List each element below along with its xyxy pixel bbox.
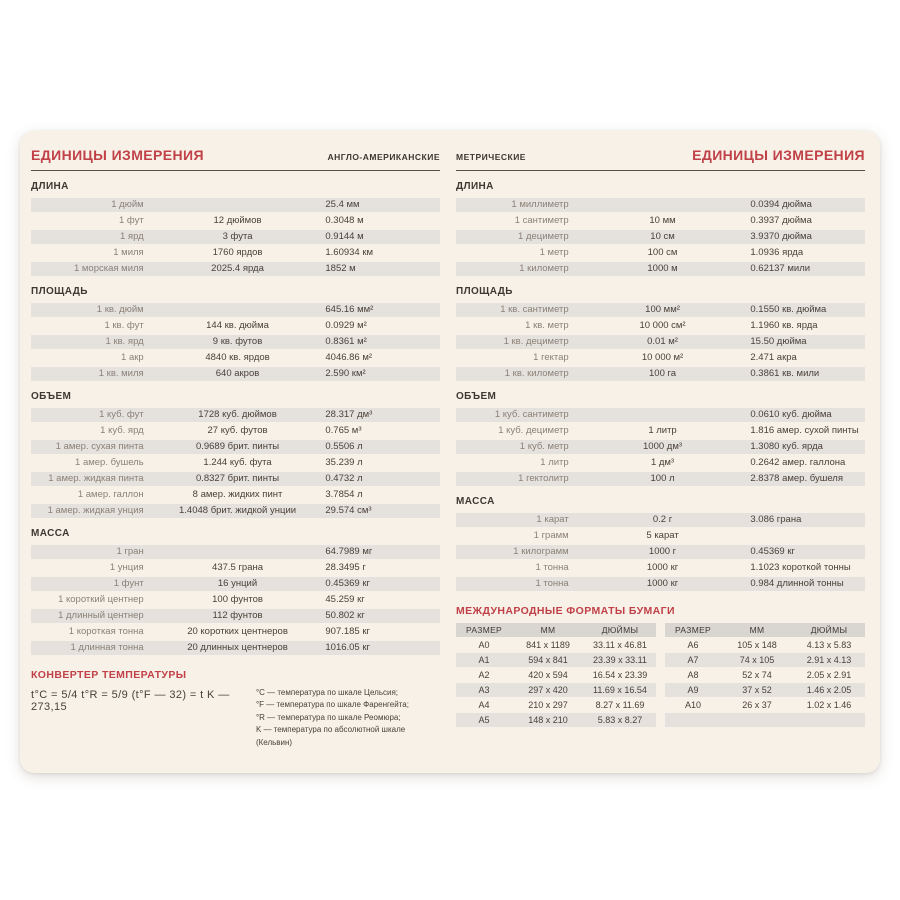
converted-value: 3.086 грана (750, 514, 802, 525)
legend-item: K — температура по абсолютной шкале (Кельвин) (255, 725, 406, 747)
paper-size-mm: 37 x 52 (742, 685, 772, 695)
paper-column-header: ММ (749, 625, 765, 635)
conversion-row (456, 456, 865, 470)
conversion-row (31, 577, 440, 591)
paper-size-row (665, 713, 865, 727)
unit-name: 1 гектар (533, 352, 569, 363)
unit-name: 1 километр (519, 263, 569, 274)
unit-name: 1 миля (113, 247, 144, 258)
converted-value: 1016.05 кг (325, 642, 370, 653)
unit-name: 1 карат (536, 514, 569, 525)
unit-name: 1 кв. фут (104, 320, 144, 331)
unit-name: 1 короткий центнер (58, 594, 144, 605)
conversion-row (456, 424, 865, 438)
conversion-row (31, 545, 440, 559)
converted-value: 25.4 мм (325, 199, 360, 210)
converted-value: 15.50 дюйма (750, 336, 807, 347)
conversion-row (31, 641, 440, 655)
equivalent-value: 2025.4 ярда (211, 263, 264, 274)
paper-size-row (456, 653, 656, 667)
equivalent-value: 10 000 м² (641, 352, 684, 363)
unit-name: 1 гран (116, 546, 144, 557)
paper-size-row (665, 638, 865, 652)
unit-name: 1 куб. сантиметр (494, 409, 569, 420)
converted-value: 1.1023 короткой тонны (750, 562, 851, 573)
conversion-row (31, 230, 440, 244)
unit-name: 1 короткая тонна (68, 626, 144, 637)
section-heading: МАССА (456, 496, 495, 507)
unit-name: 1 кв. дюйм (96, 304, 144, 315)
left-unit-sections (31, 181, 440, 655)
unit-name: 1 гектолитр (518, 473, 569, 484)
section-heading: ПЛОЩАДЬ (31, 286, 88, 297)
section-heading: ОБЪЕМ (456, 391, 497, 402)
unit-name: 1 миллиметр (511, 199, 569, 210)
conversion-row (31, 367, 440, 381)
right-unit-sections (456, 181, 865, 591)
page-title: ЕДИНИЦЫ ИЗМЕРЕНИЯ (692, 147, 865, 163)
paper-size-name: A8 (687, 670, 699, 680)
temperature-formula: t°C = 5/4 t°R = 5/9 (t°F — 32) = t K — 273,15 (31, 689, 230, 713)
legend-item: °C — температура по шкале Цельсия; (255, 688, 399, 697)
paper-table-a6-a10 (665, 623, 865, 728)
converted-value: 45.259 кг (325, 594, 365, 605)
equivalent-value: 10 мм (649, 215, 676, 226)
equivalent-value: 4840 кв. ярдов (205, 352, 270, 363)
paper-size-inches: 11.69 x 16.54 (593, 685, 647, 695)
paper-size-mm: 52 x 74 (742, 670, 772, 680)
conversion-row (31, 198, 440, 212)
equivalent-value: 437.5 грана (212, 562, 264, 573)
unit-name: 1 литр (540, 457, 569, 468)
measure-section (456, 496, 865, 591)
conversion-row (31, 262, 440, 276)
paper-size-name: A10 (684, 700, 701, 710)
unit-name: 1 амер. бушель (75, 457, 144, 468)
paper-size-mm: 420 x 594 (528, 670, 568, 680)
paper-size-inches: 8.27 x 11.69 (595, 700, 645, 710)
paper-size-mm: 297 x 420 (528, 685, 568, 695)
unit-name: 1 кв. метр (525, 320, 569, 331)
right-page-header (456, 147, 865, 171)
legend-item: °R — температура по шкале Реомюра; (255, 712, 401, 722)
converted-value: 0.3937 дюйма (750, 215, 812, 226)
equivalent-value: 1000 м (647, 263, 678, 274)
reference-spread (20, 131, 880, 773)
paper-size-inches: 5.83 x 8.27 (597, 715, 643, 725)
unit-name: 1 амер. галлон (77, 489, 144, 500)
unit-name: 1 кв. ярд (105, 336, 144, 347)
converted-value: 3.7854 л (325, 489, 363, 500)
legend-item: °F — температура по шкале Фаренгейта; (255, 700, 409, 710)
paper-size-name: A0 (478, 640, 490, 650)
unit-name: 1 сантиметр (514, 215, 569, 226)
page-title: ЕДИНИЦЫ ИЗМЕРЕНИЯ (31, 147, 204, 163)
conversion-row (31, 335, 440, 349)
paper-size-row (456, 668, 656, 682)
equivalent-value: 10 000 см² (639, 320, 686, 331)
equivalent-value: 1728 куб. дюймов (198, 409, 277, 420)
section-heading: ПЛОЩАДЬ (456, 286, 513, 297)
equivalent-value: 20 коротких центнеров (187, 626, 288, 637)
equivalent-value: 1 литр (648, 425, 677, 436)
paper-size-row (456, 713, 656, 727)
paper-size-row (665, 653, 865, 667)
conversion-row (456, 472, 865, 486)
conversion-row (31, 504, 440, 518)
section-heading: ДЛИНА (31, 181, 69, 192)
conversion-row (31, 561, 440, 575)
converted-value: 0.984 длинной тонны (750, 578, 844, 589)
equivalent-value: 20 длинных центнеров (187, 642, 288, 653)
conversion-row (31, 408, 440, 422)
converted-value: 0.8361 м² (325, 336, 367, 347)
converted-value: 0.4732 л (325, 473, 363, 484)
equivalent-value: 100 см (647, 247, 678, 258)
conversion-row (456, 319, 865, 333)
equivalent-value: 0.8327 брит. пинты (195, 473, 280, 484)
converted-value: 35.239 л (325, 457, 363, 468)
equivalent-value: 100 мм² (645, 304, 680, 315)
measure-section (456, 181, 865, 276)
paper-size-name: A7 (687, 655, 699, 665)
equivalent-value: 10 см (650, 231, 675, 242)
unit-name: 1 куб. метр (519, 441, 569, 452)
paper-table-a0-a5 (456, 623, 656, 728)
equivalent-value: 3 фута (222, 231, 253, 242)
paper-size-inches: 1.02 x 1.46 (806, 700, 852, 710)
paper-column-header: РАЗМЕР (674, 625, 712, 635)
paper-size-mm: 841 x 1189 (526, 640, 570, 650)
conversion-row (456, 529, 865, 543)
conversion-row (456, 230, 865, 244)
conversion-row (31, 456, 440, 470)
measure-section (456, 286, 865, 381)
unit-name: 1 дециметр (518, 231, 569, 242)
unit-name: 1 морская миля (73, 263, 144, 274)
converted-value: 1.3080 куб. ярда (750, 441, 823, 452)
conversion-row (456, 408, 865, 422)
conversion-row (31, 609, 440, 623)
conversion-row (31, 319, 440, 333)
unit-name: 1 унция (109, 562, 144, 573)
conversion-row (31, 351, 440, 365)
temperature-converter-section (31, 669, 440, 749)
paper-size-name: A9 (687, 685, 699, 695)
equivalent-value: 1000 г (648, 546, 677, 557)
conversion-row (456, 198, 865, 212)
conversion-row (31, 440, 440, 454)
equivalent-value: 1000 кг (646, 578, 679, 589)
converted-value: 907.185 кг (325, 626, 370, 637)
conversion-row (456, 513, 865, 527)
conversion-row (31, 488, 440, 502)
equivalent-value: 5 карат (646, 530, 679, 541)
paper-formats-heading: МЕЖДУНАРОДНЫЕ ФОРМАТЫ БУМАГИ (456, 605, 675, 617)
conversion-row (456, 335, 865, 349)
unit-name: 1 куб. дециметр (498, 425, 569, 436)
unit-name: 1 фунт (113, 578, 144, 589)
equivalent-value: 1.4048 брит. жидкой унции (179, 505, 297, 516)
paper-size-row (665, 683, 865, 697)
paper-format-tables (456, 623, 865, 728)
unit-name: 1 тонна (535, 562, 569, 573)
converted-value: 2.590 км² (325, 368, 366, 379)
measure-section (456, 391, 865, 486)
unit-name: 1 ярд (120, 231, 144, 242)
converted-value: 3.9370 дюйма (750, 231, 812, 242)
paper-size-name: A5 (478, 715, 490, 725)
paper-size-row (456, 638, 656, 652)
equivalent-value: 1000 кг (646, 562, 679, 573)
paper-size-inches: 1.46 x 2.05 (806, 685, 852, 695)
paper-formats-section (456, 605, 865, 728)
converted-value: 4046.86 м² (325, 352, 373, 363)
converted-value: 2.471 акра (750, 352, 797, 363)
conversion-row (31, 593, 440, 607)
conversion-row (31, 214, 440, 228)
unit-name: 1 куб. ярд (100, 425, 144, 436)
converted-value: 0.62137 мили (750, 263, 811, 274)
paper-column-header: ДЮЙМЫ (601, 625, 639, 635)
converted-value: 0.3048 м (325, 215, 364, 226)
equivalent-value: 100 л (650, 473, 675, 484)
paper-size-mm: 594 x 841 (528, 655, 568, 665)
left-page (31, 147, 440, 761)
converted-value: 0.5506 л (325, 441, 363, 452)
page-subtitle: АНГЛО-АМЕРИКАНСКИЕ (327, 152, 440, 162)
conversion-row (31, 625, 440, 639)
converted-value: 0.45369 кг (325, 578, 370, 589)
equivalent-value: 640 акров (215, 368, 260, 379)
paper-size-inches: 2.05 x 2.91 (806, 670, 852, 680)
converted-value: 1.60934 км (325, 247, 374, 258)
converted-value: 0.45369 кг (750, 546, 795, 557)
paper-size-row (665, 698, 865, 712)
unit-name: 1 амер. жидкая унция (47, 505, 144, 516)
equivalent-value: 112 фунтов (212, 610, 263, 621)
converted-value: 0.3861 кв. мили (750, 368, 820, 379)
section-heading: МАССА (31, 528, 70, 539)
converted-value: 50.802 кг (325, 610, 365, 621)
paper-size-mm: 74 x 105 (739, 655, 775, 665)
paper-size-inches: 16.54 x 23.39 (592, 670, 648, 680)
converted-value: 1852 м (325, 263, 356, 274)
converted-value: 0.765 м³ (325, 425, 362, 436)
conversion-row (456, 351, 865, 365)
paper-column-header: ДЮЙМЫ (810, 625, 848, 635)
paper-size-name: A4 (478, 700, 490, 710)
unit-name: 1 кв. миля (98, 368, 144, 379)
paper-size-mm: 105 x 148 (737, 640, 777, 650)
paper-size-mm: 210 x 297 (528, 700, 568, 710)
converted-value: 0.0929 м² (325, 320, 367, 331)
equivalent-value: 0.2 г (652, 514, 673, 525)
right-page (456, 147, 865, 761)
equivalent-value: 12 дюймов (213, 215, 262, 226)
unit-name: 1 длинная тонна (70, 642, 144, 653)
converted-value: 28.3495 г (325, 562, 366, 573)
measure-section (31, 181, 440, 276)
left-page-header (31, 147, 440, 171)
unit-name: 1 фут (118, 215, 144, 226)
unit-name: 1 кв. километр (504, 368, 569, 379)
equivalent-value: 0.9689 брит. пинты (195, 441, 280, 452)
paper-size-mm: 148 x 210 (528, 715, 568, 725)
equivalent-value: 27 куб. футов (207, 425, 268, 436)
unit-name: 1 тонна (535, 578, 569, 589)
paper-size-row (456, 698, 656, 712)
conversion-row (456, 561, 865, 575)
page-subtitle: МЕТРИЧЕСКИЕ (456, 152, 526, 162)
unit-name: 1 кв. дециметр (503, 336, 569, 347)
paper-size-name: A3 (478, 685, 490, 695)
conversion-row (456, 246, 865, 260)
unit-name: 1 метр (539, 247, 569, 258)
conversion-row (456, 545, 865, 559)
paper-size-inches: 2.91 x 4.13 (806, 655, 852, 665)
measure-section (31, 391, 440, 518)
paper-size-row (456, 683, 656, 697)
paper-size-name: A2 (478, 670, 490, 680)
converted-value: 645.16 мм² (325, 304, 374, 315)
conversion-row (456, 262, 865, 276)
converted-value: 28.317 дм³ (325, 409, 373, 420)
equivalent-value: 9 кв. футов (212, 336, 263, 347)
equivalent-value: 1 дм³ (650, 457, 675, 468)
paper-column-header: ММ (540, 625, 556, 635)
unit-name: 1 куб. фут (99, 409, 144, 420)
equivalent-value: 100 га (649, 368, 677, 379)
conversion-row (456, 303, 865, 317)
converted-value: 1.1960 кв. ярда (750, 320, 818, 331)
conversion-row (31, 424, 440, 438)
conversion-row (31, 472, 440, 486)
conversion-row (456, 367, 865, 381)
paper-table-header (456, 623, 656, 637)
paper-size-name: A1 (478, 655, 490, 665)
equivalent-value: 144 кв. дюйма (206, 320, 269, 331)
temperature-converter-heading: КОНВЕРТЕР ТЕМПЕРАТУРЫ (31, 669, 187, 681)
conversion-row (456, 577, 865, 591)
unit-name: 1 кв. сантиметр (500, 304, 569, 315)
section-heading: ОБЪЕМ (31, 391, 72, 402)
conversion-row (456, 440, 865, 454)
converted-value: 1.816 амер. сухой пинты (750, 425, 859, 436)
section-heading: ДЛИНА (456, 181, 494, 192)
paper-size-inches: 23.39 x 33.11 (593, 655, 647, 665)
converted-value: 64.7989 мг (325, 546, 373, 557)
paper-size-row (665, 668, 865, 682)
conversion-row (456, 214, 865, 228)
paper-size-name: A6 (687, 640, 699, 650)
converted-value: 1.0936 ярда (750, 247, 804, 258)
unit-name: 1 акр (121, 352, 144, 363)
equivalent-value: 1000 дм³ (643, 441, 683, 452)
unit-name: 1 длинный центнер (58, 610, 144, 621)
converted-value: 0.0394 дюйма (750, 199, 812, 210)
equivalent-value: 1.244 куб. фута (203, 457, 272, 468)
equivalent-value: 16 унций (217, 578, 258, 589)
temperature-legend (256, 687, 440, 749)
paper-column-header: РАЗМЕР (465, 625, 503, 635)
measure-section (31, 286, 440, 381)
paper-size-mm: 26 x 37 (742, 700, 772, 710)
converted-value: 29.574 см³ (325, 505, 372, 516)
equivalent-value: 0.01 м² (647, 336, 678, 347)
paper-size-inches: 33.11 x 46.81 (593, 640, 647, 650)
unit-name: 1 амер. жидкая пинта (48, 473, 144, 484)
temperature-converter-body (31, 687, 440, 749)
converted-value: 0.0610 куб. дюйма (750, 409, 832, 420)
converted-value: 2.8378 амер. бушеля (750, 473, 843, 484)
unit-name: 1 грамм (533, 530, 569, 541)
measure-section (31, 528, 440, 655)
equivalent-value: 1760 ярдов (212, 247, 263, 258)
conversion-row (31, 303, 440, 317)
equivalent-value: 100 фунтов (212, 594, 263, 605)
unit-name: 1 дюйм (111, 199, 144, 210)
unit-name: 1 амер. сухая пинта (55, 441, 144, 452)
converted-value: 0.9144 м (325, 231, 364, 242)
paper-size-inches: 4.13 x 5.83 (806, 640, 852, 650)
paper-table-header (665, 623, 865, 637)
converted-value: 0.2642 амер. галлона (750, 457, 846, 468)
equivalent-value: 8 амер. жидких пинт (192, 489, 283, 500)
conversion-row (31, 246, 440, 260)
converted-value: 0.1550 кв. дюйма (750, 304, 827, 315)
unit-name: 1 килограмм (513, 546, 569, 557)
